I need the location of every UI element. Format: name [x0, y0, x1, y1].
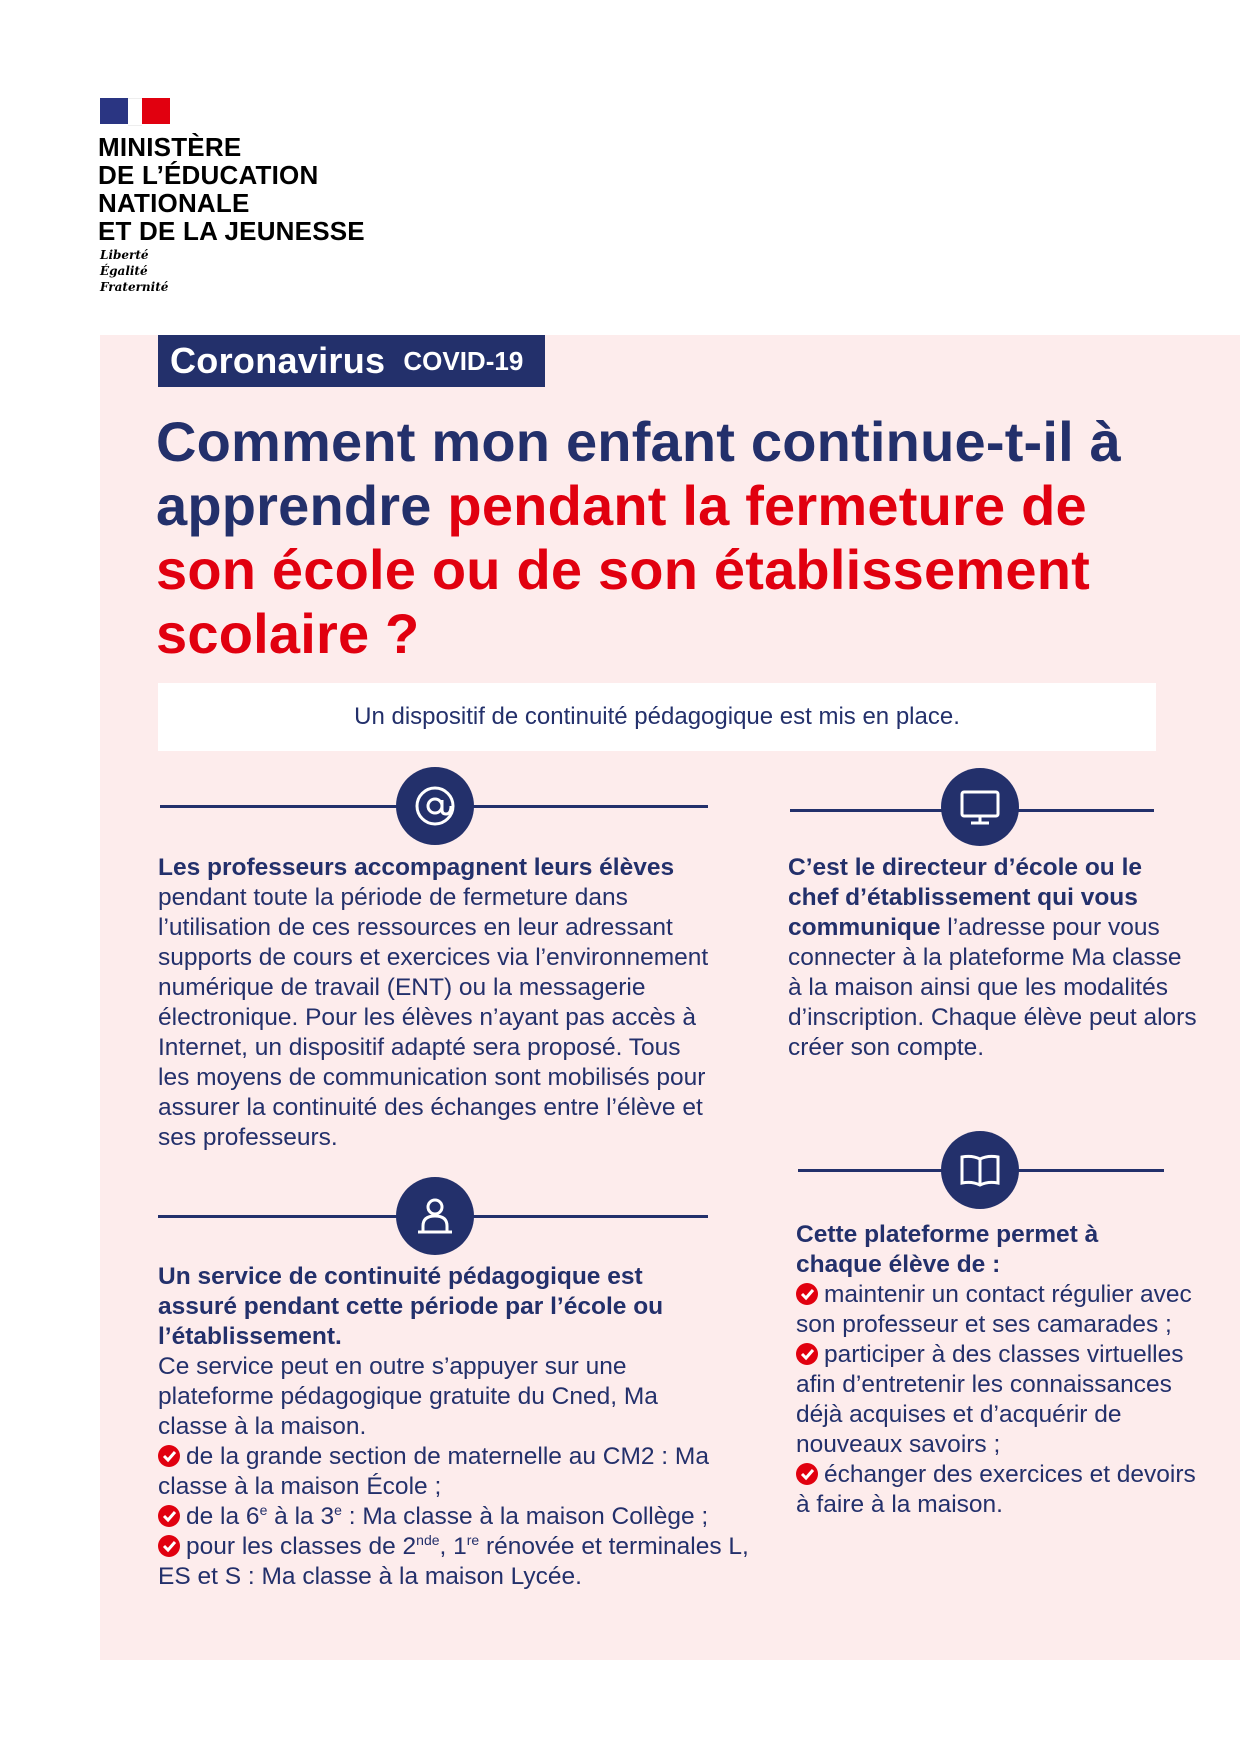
intro-box	[158, 683, 1156, 751]
monitor-icon	[941, 768, 1019, 846]
at-sign-icon	[396, 767, 474, 845]
tag-main: Coronavirus	[170, 340, 386, 381]
check-icon	[796, 1283, 818, 1305]
list-item: pour les classes de 2nde, 1re rénovée et terminales L, ES et S : Ma classe à la maison Lycée.	[158, 1531, 749, 1590]
tag-sub: COVID-19	[403, 345, 524, 376]
list-item: de la 6e à la 3e : Ma classe à la maison Collège ;	[158, 1502, 758, 1532]
check-icon	[158, 1535, 180, 1557]
list-item: participer à des classes virtuelles afin d’entretenir les connaissances déjà acquises et d’acquérir de nouveaux savoirs ;	[796, 1341, 1184, 1458]
list-item: maintenir un contact régulier avec son professeur et ses camarades ;	[796, 1281, 1192, 1338]
check-icon	[158, 1445, 180, 1467]
block-service: Un service de continuité pédagogique est assuré pendant cette période par l’école ou l’établissement. Ce service peut en outre s’appuyer sur une plateforme pédagogique gratuite du Cned, Ma classe à la maison. de la grande section de maternelle au CM2 : Ma classe à la maison École ; de la 6e à la 3e : Ma classe à la maison Collège ; pour les classes de 2nde, 1re rénovée et terminales L, ES et S : Ma classe à la maison Lycée.	[158, 1262, 758, 1592]
block-director: C’est le directeur d’école ou le chef d’établissement qui vous communique l’adresse pour vous connecter à la plateforme Ma classe à la maison ainsi que les modalités d’inscription. Chaque élève peut alors créer son compte.	[788, 854, 1197, 1061]
marianne-flag-logo	[100, 98, 170, 124]
block-teachers: Les professeurs accompagnent leurs élèves pendant toute la période de fermeture dans l’utilisation de ces ressources en leur adressant supports de cours et exercices via l’environnement numérique de travail (ENT) ou la messagerie électronique. Pour les élèves n’ayant pas accès à Internet, un dispositif adapté sera proposé. Tous les moyens de communication sont mobilisés pour assurer la continuité des échanges entre l’élève et ses professeurs.	[158, 854, 709, 1151]
covid-tag	[158, 335, 545, 387]
block-platform: Cette plateforme permet à chaque élève de : maintenir un contact régulier avec son professeur et ses camarades ; participer à des classes virtuelles afin d’entretenir les connaissances déjà acquises et d’acquérir de nouveaux savoirs ; échanger des exercices et devoirs à faire à la maison.	[796, 1221, 1196, 1518]
ministry-name: MINISTÈRE DE L’ÉDUCATION NATIONALE ET DE LA JEUNESSE	[98, 132, 365, 246]
intro-text: Un dispositif de continuité pédagogique est mis en place.	[354, 703, 960, 730]
check-icon	[796, 1343, 818, 1365]
page-title: Comment mon enfant continue-t-il à apprendre pendant la fermeture de son école ou de son établissement scolaire ?	[156, 410, 1122, 665]
republic-motto: Liberté Égalité Fraternité	[100, 248, 169, 294]
check-icon	[796, 1463, 818, 1485]
list-item: de la grande section de maternelle au CM2 : Ma classe à la maison École ;	[158, 1443, 709, 1500]
list-item: échanger des exercices et devoirs à faire à la maison.	[796, 1461, 1196, 1518]
person-icon	[396, 1177, 474, 1255]
book-icon	[941, 1131, 1019, 1209]
check-icon	[158, 1505, 180, 1527]
